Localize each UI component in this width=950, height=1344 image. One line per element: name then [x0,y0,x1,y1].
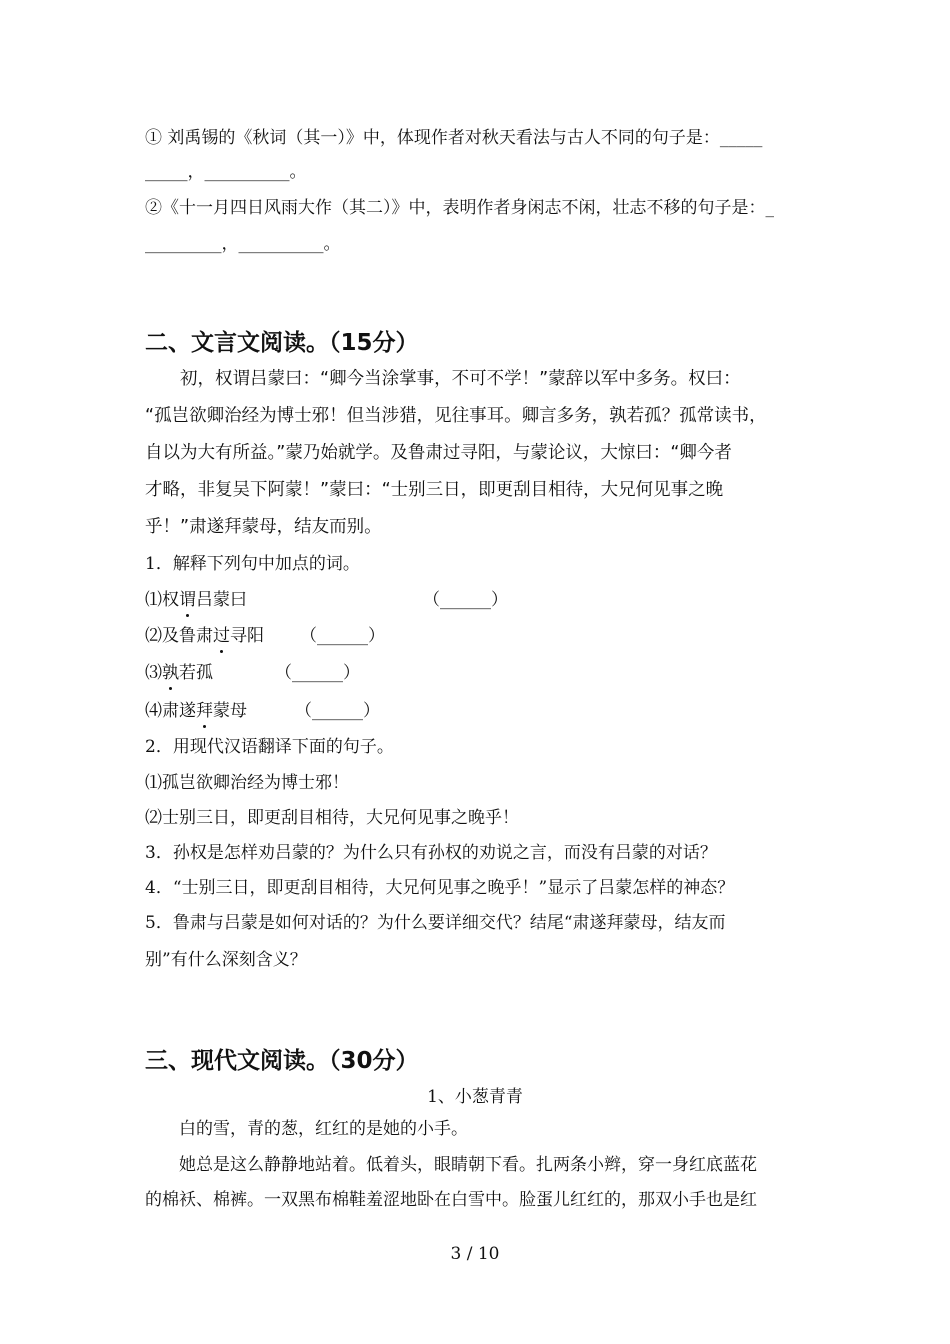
word-item-suffix: 蒙母 [213,701,247,721]
question-5-line-2: 别”有什么深刻含义？ [145,950,307,970]
question-1-title: 1．解释下列句中加点的词。 [145,554,360,574]
question-2-title: 2．用现代汉语翻译下面的句子。 [145,737,394,757]
word-item-suffix: 若孤 [179,663,213,683]
question-3: 3．孙权是怎样劝吕蒙的？为什么只有孙权的劝说之言，而没有吕蒙的对话？ [145,843,717,863]
passage-line-2: “孤岂欲卿治经为博士邪！但当涉猎，见往事耳。卿言多务，孰若孤？孤常读书， [145,406,767,426]
question-2-sentence-1: ⑴孤岂欲卿治经为博士邪！ [145,773,349,793]
passage-line-1: 初，权谓吕蒙曰：“卿今当涂掌事，不可不学！”蒙辞以军中多务。权曰： [145,369,741,389]
story-title: 1、小葱青青 [427,1087,523,1107]
dotted-word: 孰 [162,663,179,683]
story-paragraph-2-line-2: 的棉袄、棉裤。一双黑布棉鞋羞涩地卧在白雪中。脸蛋儿红红的，那双小手也是红 [145,1190,757,1210]
dotted-word: 过 [213,626,230,646]
poetry-question-1-line-1: ① 刘禹锡的《秋词（其一）》中，体现作者对秋天看法与古人不同的句子是：_____ [145,128,763,148]
passage-line-5: 乎！”肃遂拜蒙母，结友而别。 [145,517,382,537]
word-item-1 [145,588,508,612]
dotted-word: 拜 [196,701,213,721]
story-paragraph-1: 白的雪，青的葱，红红的是她的小手。 [145,1119,468,1139]
word-item-prefix: ⑴权 [145,590,179,610]
passage-line-4: 才略，非复吴下阿蒙！”蒙曰：“士别三日，即更刮目相待，大兄何见事之晚 [145,480,724,500]
word-item-2 [145,624,385,648]
poetry-question-1-line-2: _____，__________。 [145,162,307,182]
word-item-prefix: ⑷肃遂 [145,701,196,721]
dotted-word: 谓 [179,590,196,610]
section-3-heading: 三、现代文阅读。（30分） [145,1048,419,1074]
word-item-suffix: 吕蒙曰 [196,590,247,610]
poetry-question-2-line-2: _________，__________。 [145,234,341,254]
word-item-prefix: ⑶ [145,663,162,683]
answer-blank: （______） [295,701,380,721]
word-item-4 [145,699,380,723]
answer-blank: （______） [300,626,385,646]
question-5-line-1: 5．鲁肃与吕蒙是如何对话的？为什么要详细交代？结尾“肃遂拜蒙母，结友而 [145,913,726,933]
page-number: 3 / 10 [450,1244,500,1264]
poetry-question-2-line-1: ②《十一月四日风雨大作（其二）》中，表明作者身闲志不闲，壮志不移的句子是：_ [145,198,774,218]
passage-line-3: 自以为大有所益。”蒙乃始就学。及鲁肃过寻阳，与蒙论议，大惊曰：“卿今者 [145,443,732,463]
question-2-sentence-2: ⑵士别三日，即更刮目相待，大兄何见事之晚乎！ [145,808,519,828]
question-4: 4．“士别三日，即更刮目相待，大兄何见事之晚乎！”显示了吕蒙怎样的神态？ [145,878,735,898]
word-item-suffix: 寻阳 [230,626,264,646]
word-item-3 [145,661,360,685]
answer-blank: （______） [275,663,360,683]
answer-blank: （______） [423,590,508,610]
story-paragraph-2-line-1: 她总是这么静静地站着。低着头，眼睛朝下看。扎两条小辫，穿一身红底蓝花 [145,1155,757,1175]
section-2-heading: 二、文言文阅读。（15分） [145,330,419,356]
word-item-prefix: ⑵及鲁肃 [145,626,213,646]
